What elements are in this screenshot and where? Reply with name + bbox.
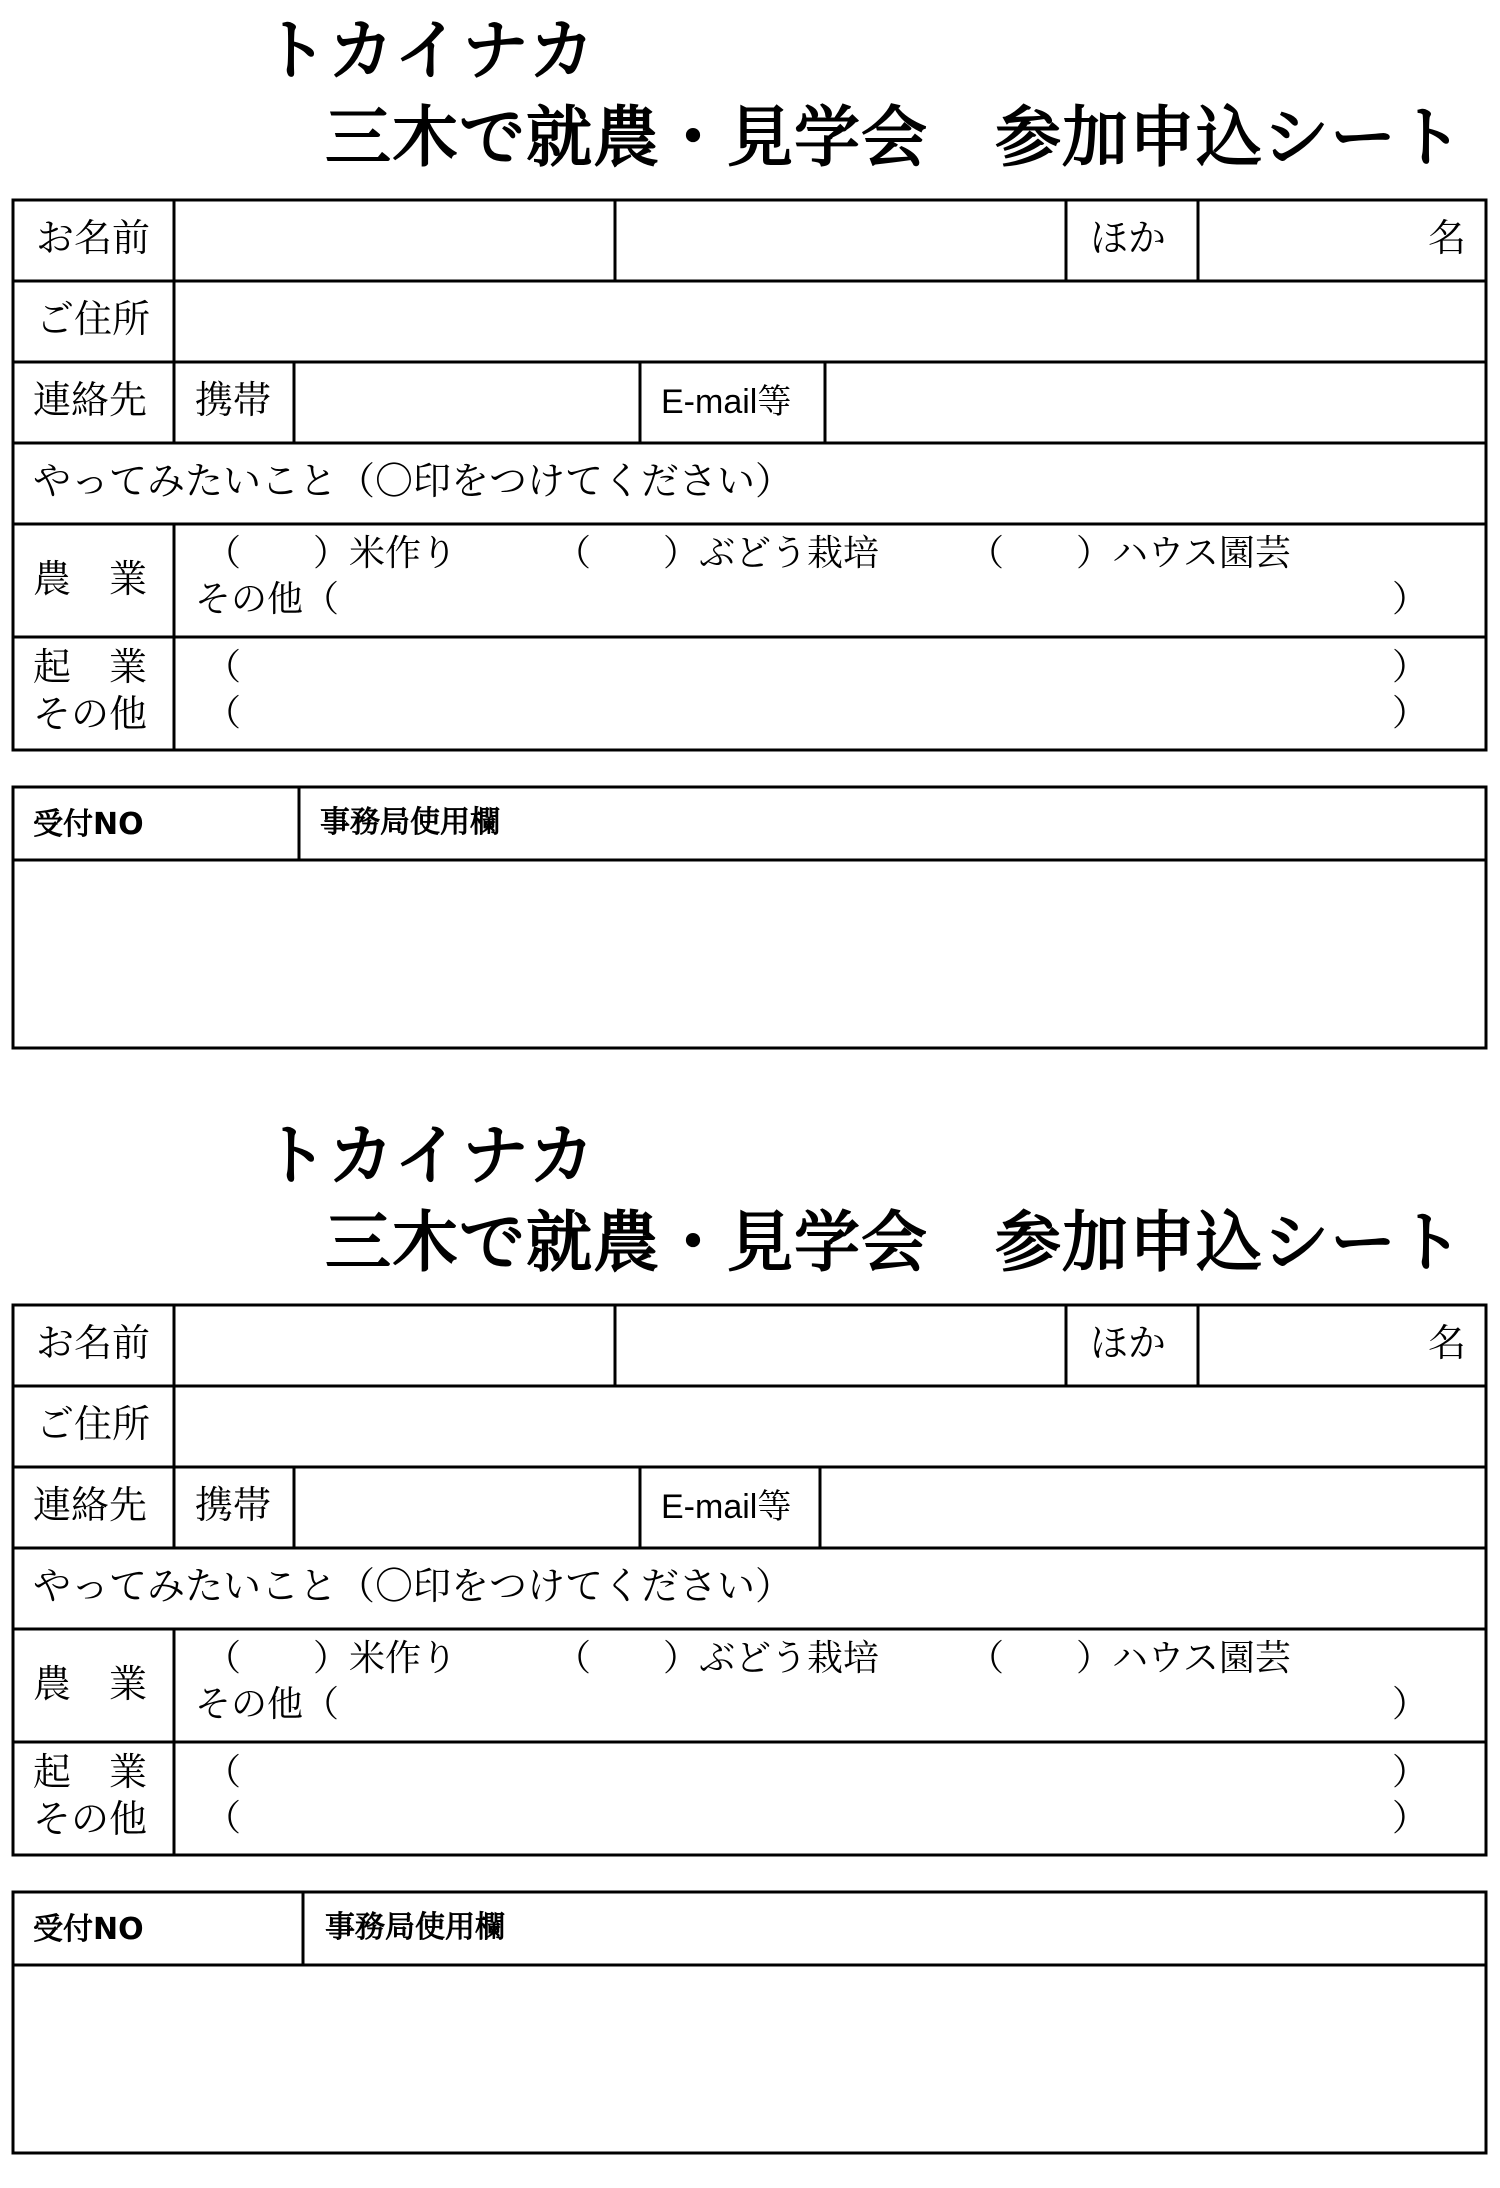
others-label: ほか — [1090, 216, 1167, 260]
title-line-2: 三木で就農・見学会 参加申込シート — [325, 1204, 1464, 1281]
option-rice[interactable]: （ ）米作り — [205, 533, 458, 574]
name-field-1[interactable] — [177, 1308, 613, 1384]
address-field[interactable] — [177, 1389, 1483, 1465]
name-field-2[interactable] — [618, 1308, 1064, 1384]
option-rice[interactable]: （ ）米作り — [205, 1638, 458, 1679]
startup-other-label: その他 — [33, 692, 148, 736]
receipt-no-label: 受付NO — [33, 807, 144, 842]
contact-label: 連絡先 — [33, 1483, 148, 1527]
office-use-label: 事務局使用欄 — [320, 805, 500, 840]
title-line-1: トカイナカ — [262, 1117, 597, 1194]
others-count-field[interactable] — [1201, 203, 1431, 279]
email-field[interactable] — [828, 365, 1483, 441]
option-greenhouse[interactable]: （ ）ハウス園芸 — [968, 1638, 1291, 1679]
farming-other-label: その他（ — [195, 579, 340, 620]
name-field-1[interactable] — [177, 203, 613, 279]
startup-close-paren: ） — [1392, 647, 1429, 688]
count-unit: 名 — [1428, 216, 1467, 260]
farming-other-close: ） — [1392, 579, 1429, 620]
name-field-2[interactable] — [618, 203, 1064, 279]
mobile-label: 携帯 — [195, 378, 272, 422]
contact-label: 連絡先 — [33, 378, 148, 422]
farming-other-field[interactable] — [350, 1685, 1380, 1727]
others-count-field[interactable] — [1201, 1308, 1431, 1384]
startup-other-label: その他 — [33, 1797, 148, 1841]
name-label: お名前 — [36, 1321, 151, 1365]
startup-field[interactable] — [245, 1750, 1385, 1792]
farming-other-label: その他（ — [195, 1684, 340, 1725]
option-greenhouse[interactable]: （ ）ハウス園芸 — [968, 533, 1291, 574]
startup-other-close-paren: ） — [1392, 1798, 1429, 1839]
startup-other-close-paren: ） — [1392, 693, 1429, 734]
email-label: E-mail等 — [661, 1488, 792, 1526]
title-line-2: 三木で就農・見学会 参加申込シート — [325, 99, 1464, 176]
farming-other-close: ） — [1392, 1684, 1429, 1725]
mobile-label: 携帯 — [195, 1483, 272, 1527]
address-field[interactable] — [177, 284, 1483, 360]
wish-label: やってみたいこと（〇印をつけてください） — [33, 1564, 794, 1608]
farming-other-field[interactable] — [350, 580, 1380, 622]
mobile-field[interactable] — [297, 1470, 638, 1546]
farming-label: 農 業 — [33, 1662, 148, 1706]
startup-other-field[interactable] — [245, 692, 1385, 734]
office-use-area — [16, 1968, 1483, 2150]
address-label: ご住所 — [36, 297, 151, 341]
office-use-label: 事務局使用欄 — [325, 1910, 505, 1945]
startup-close-paren: ） — [1392, 1752, 1429, 1793]
startup-other-open-paren: （ — [205, 693, 242, 734]
office-use-area — [16, 863, 1483, 1045]
startup-open-paren: （ — [205, 647, 242, 688]
email-field[interactable] — [823, 1470, 1483, 1546]
startup-label: 起 業 — [33, 645, 148, 689]
count-unit: 名 — [1428, 1321, 1467, 1365]
option-grape[interactable]: （ ）ぶどう栽培 — [555, 533, 880, 574]
address-label: ご住所 — [36, 1402, 151, 1446]
receipt-no-label: 受付NO — [33, 1912, 144, 1947]
startup-label: 起 業 — [33, 1750, 148, 1794]
application-sheet-1 — [0, 0, 1500, 1083]
application-sheet-2 — [0, 1105, 1500, 2188]
mobile-field[interactable] — [297, 365, 638, 441]
option-grape[interactable]: （ ）ぶどう栽培 — [555, 1638, 880, 1679]
title-line-1: トカイナカ — [262, 12, 597, 89]
startup-other-field[interactable] — [245, 1797, 1385, 1839]
name-label: お名前 — [36, 216, 151, 260]
farming-label: 農 業 — [33, 557, 148, 601]
others-label: ほか — [1090, 1321, 1167, 1365]
startup-open-paren: （ — [205, 1752, 242, 1793]
startup-field[interactable] — [245, 645, 1385, 687]
startup-other-open-paren: （ — [205, 1798, 242, 1839]
wish-label: やってみたいこと（〇印をつけてください） — [33, 459, 794, 503]
email-label: E-mail等 — [661, 383, 792, 421]
